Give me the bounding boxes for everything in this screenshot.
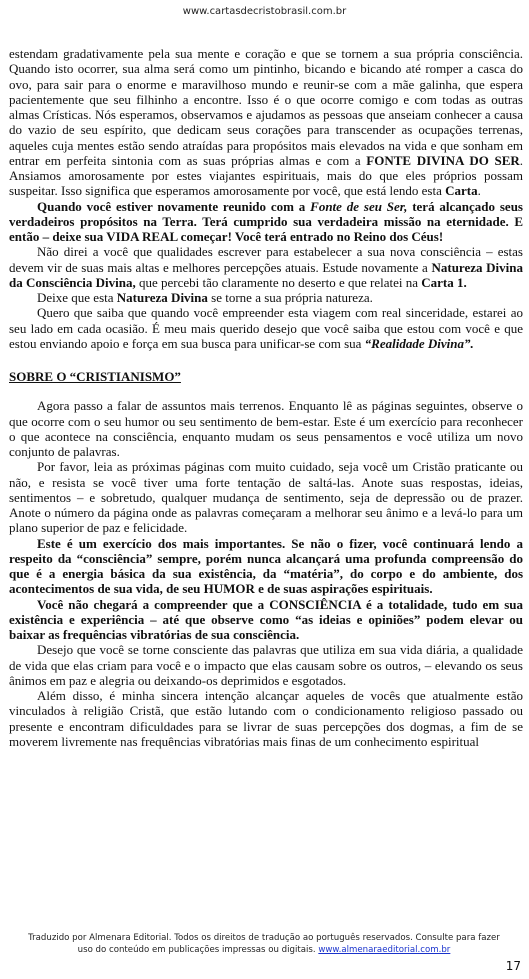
paragraph xyxy=(9,305,523,351)
bold-text: FONTE DIVINA DO SER xyxy=(366,152,520,168)
text-run: Desejo que você se torne consciente das palavras que utiliza em sua vida diária, a qualidade de vida que elas criam para você e o impacto que elas causam sobre os outros, – elevando os seus ânimos em paz e alegria ou deixando-os deprimidos e esgotados. xyxy=(9,642,523,688)
footer-copyright-line: Traduzido por Almenara Editorial. Todos os direitos de tradução ao português reservados. Consulte para fazer xyxy=(28,933,500,943)
bold-text: Quando você estiver novamente reunido com a xyxy=(37,198,311,214)
text-run: que percebi tão claramente no deserto e que relatei na xyxy=(135,274,422,290)
site-header: www.cartasdecristobrasil.com.br xyxy=(182,6,347,17)
text-run: . xyxy=(477,183,481,199)
text-run: se torne a sua própria natureza. xyxy=(207,290,373,305)
bold-italic-text: Fonte de seu Ser, xyxy=(310,198,408,214)
page-number: 17 xyxy=(505,959,521,973)
paragraph xyxy=(9,46,523,199)
bold-text: Você não chegará a compreender que a CONSCIÊNCIA é a totalidade, tudo em sua existência e experiência – até que observe como “as ideias e opiniões” podem elevar ou baixar as frequências vibratórias de sua consciência. xyxy=(9,596,523,642)
text-run: estendam gradativamente pela sua mente e coração e que se tornem a sua própria consciência. Quando isto ocorrer, sua alma será como um pintinho, bicando e bicando até romper a casca do ovo, para sair para o enorme e maravilhoso mundo e reunir-se com a mãe galinha, que espera pacientemente que seu filhinho a encontre. Isso é o que ocorre comigo e com todas as outras almas Crísticas. Nós esperamos, observamos e ajudamos as pessoas que anseiam conhecer a causa do vazio de seu espírito, que dedicam seus corações para transcender as ocupações terrenas, aqueles cuja mentes estão sendo atraídas para propósitos mais elevados na vida e que sonham em entrar em perfeita sintonia com as suas próprias almas e com a xyxy=(9,46,523,168)
publisher-link[interactable]: www.almenaraeditorial.com.br xyxy=(318,945,451,955)
paragraph xyxy=(9,642,523,688)
bold-text: Carta 1. xyxy=(421,274,467,290)
text-run: Agora passo a falar de assuntos mais terrenos. Enquanto lê as páginas seguintes, observe o que ocorre com o seu humor ou seu sentimento de bem-estar. Este é um exercício para reconhecer o que acontece na consciência, enquanto mudam os seus pensamentos e você utiliza um novo conjunto de palavras. xyxy=(9,398,523,459)
bold-text: Natureza Divina xyxy=(116,290,208,305)
bold-text: Este é um exercício dos mais importantes. Se não o fizer, você continuará lendo a respeito da “consciência” sempre, porém nunca alcançará uma profunda compreensão do que é a energia básica da sua existência, da “matéria”, do corpo e do ambiente, dos acontecimentos de sua vida, de seu HUMOR e de suas aspirações espirituais. xyxy=(9,535,523,597)
paragraph xyxy=(9,199,523,245)
text-run: Por favor, leia as próximas páginas com muito cuidado, seja você um Cristão praticante ou não, e resista se você tiver uma forte tentação de saltá-las. Anote suas respostas, ideias, sentimentos – e sobretudo, qualquer mudança de sentimento, seja de depressão ou de prazer. Anote o número da página onde as palavras começaram a melhorar seu ânimo e a levá-lo para um plano superior de paz e felicidade. xyxy=(9,459,523,536)
paragraph xyxy=(9,688,523,749)
text-run: Quero que saiba que quando você empreender esta viagem com real sinceridade, estarei ao seu lado em cada ocasião. É meu mais querido desejo que você saiba que estou com você e que estou enviando apoio e força em sua busca para unificar-se com sua xyxy=(9,305,523,351)
paragraph xyxy=(9,597,523,643)
text-run: Deixe que esta xyxy=(37,290,117,305)
bold-text: Natureza Divina da Consciência Divina, xyxy=(9,259,523,290)
bold-text: Carta xyxy=(445,183,478,199)
text-run: Além disso, é minha sincera intenção alcançar aqueles de vocês que atualmente estão vinculados à religião Cristã, que estão lutando com o condicionamento religioso passado ou presente e encontram dificuldades para se livrar de suas percepções dos dogmas, a fim de se moverem livremente nas frequências vibratórias mais finas de um conhecimento espiritual xyxy=(9,688,523,749)
bold-text: terá alcançado seus verdadeiros propósitos na Terra. Terá cumprido sua verdadeira missão na eternidade. E então – deixe sua VIDA REAL começar! Você terá entrado no Reino dos Céus! xyxy=(9,198,523,244)
document-body xyxy=(9,46,523,749)
text-run: . Ansiamos amorosamente por estes viajantes espirituais, mais do que eles próprios possam suspeitar. Isso significa que esperamos amorosamente por você, que está lendo esta xyxy=(9,152,524,199)
paragraph xyxy=(9,244,523,290)
text-run: Não direi a você que qualidades escrever para estabelecer a sua nova consciência – estas devem vir de suas mais altas e melhores percepções atuais. Estude novamente a xyxy=(9,244,523,275)
paragraph xyxy=(9,459,523,535)
paragraph xyxy=(9,536,523,597)
paragraph xyxy=(9,398,523,459)
footer-copyright-line-2 xyxy=(14,944,514,956)
section-heading: SOBRE O “CRISTIANISMO” xyxy=(9,369,181,384)
footer-text: uso do conteúdo em publicações impressas ou digitais. xyxy=(77,945,319,955)
paragraph xyxy=(9,290,523,305)
bold-italic-text: “Realidade Divina”. xyxy=(364,335,474,351)
page-footer xyxy=(14,932,514,956)
